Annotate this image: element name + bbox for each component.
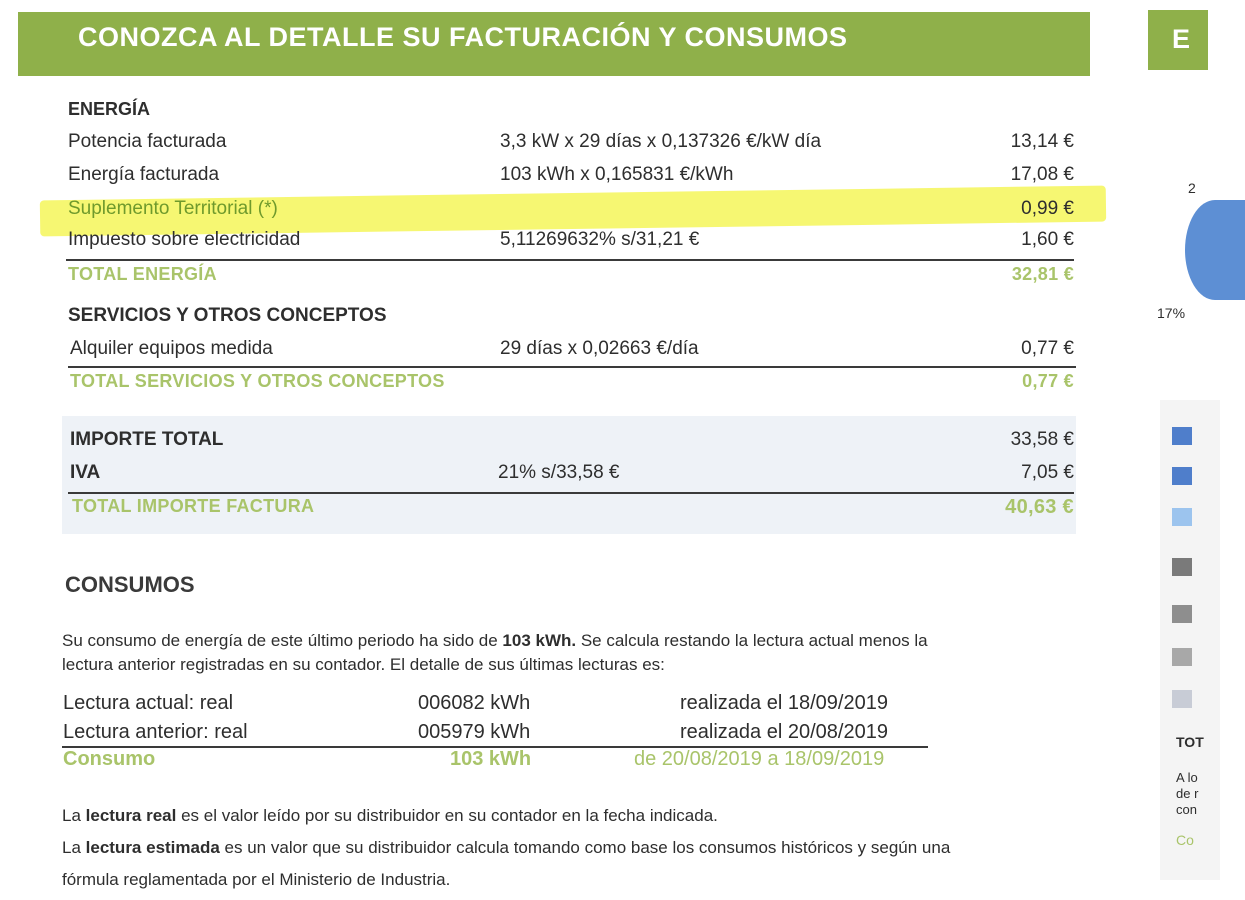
right-panel-title: E [1172, 24, 1191, 54]
lectura-row [0, 721, 1200, 749]
lectura-row [0, 692, 1200, 720]
invoice-row [0, 164, 1200, 194]
right-panel-total: TOT [1176, 734, 1204, 750]
legend-swatch [1172, 467, 1192, 485]
row-concept: Potencia facturada [68, 131, 227, 152]
row-detail: 3,3 kW x 29 días x 0,137326 €/kW día [500, 131, 822, 152]
right-panel-text: con [1176, 802, 1197, 817]
right-panel-pct: 2 [1188, 180, 1196, 196]
total-factura-row [0, 496, 1200, 526]
consumo-label: Consumo [63, 748, 156, 770]
total-energia-amount: 32,81 € [1011, 264, 1074, 284]
importe-total-amount: 33,58 € [1010, 429, 1074, 450]
note-lectura-estimada-line-2: fórmula reglamentada por el Ministerio de Industria. [62, 870, 451, 889]
note-text: La [62, 806, 86, 825]
legend-swatch [1172, 427, 1192, 445]
total-servicios-amount: 0,77 € [1022, 371, 1074, 391]
legend-swatch [1172, 690, 1192, 708]
lectura-value: 005979 kWh [418, 721, 531, 743]
invoice-row [0, 131, 1200, 161]
total-servicios-label: TOTAL SERVICIOS Y OTROS CONCEPTOS [70, 371, 445, 391]
consumo-value: 103 kWh [450, 748, 532, 770]
total-factura-label: TOTAL IMPORTE FACTURA [72, 496, 315, 516]
row-amount: 0,99 € [1021, 198, 1074, 219]
legend-swatch [1172, 648, 1192, 666]
intro-text: Se calcula restando la lectura actual menos la [576, 631, 928, 650]
note-term: lectura real [85, 806, 177, 825]
lectura-date: realizada el 18/09/2019 [680, 692, 888, 714]
lectura-label: Lectura anterior: real [63, 721, 248, 743]
right-panel-pct: 17% [1157, 305, 1186, 321]
iva-amount: 7,05 € [1021, 462, 1074, 483]
row-concept: Suplemento Territorial (*) [68, 198, 278, 219]
total-servicios-row [0, 371, 1200, 401]
right-panel-link[interactable]: Co [1176, 832, 1194, 848]
row-concept: Impuesto sobre electricidad [68, 229, 301, 250]
row-detail: 103 kWh x 0,165831 €/kWh [500, 164, 734, 185]
importe-total-row [0, 429, 1200, 459]
iva-label: IVA [70, 462, 101, 483]
energia-heading-row [0, 99, 1200, 129]
divider [68, 492, 1074, 494]
note-text: es un valor que su distribuidor calcula tomando como base los consumos históricos y según una [219, 838, 951, 857]
servicios-heading: SERVICIOS Y OTROS CONCEPTOS [68, 305, 387, 326]
total-energia-row [0, 264, 1200, 294]
right-panel-text: de r [1176, 786, 1199, 801]
row-detail: 5,11269632% s/31,21 € [500, 229, 700, 250]
page-title: CONOZCA AL DETALLE SU FACTURACIÓN Y CONSUMOS [78, 22, 848, 52]
invoice-row [0, 229, 1200, 259]
consumo-period: de 20/08/2019 a 18/09/2019 [634, 748, 885, 770]
servicios-heading-row [0, 305, 1200, 335]
legend-swatch [1172, 605, 1192, 623]
row-amount: 0,77 € [1021, 338, 1074, 359]
row-concept: Energía facturada [68, 164, 220, 185]
lectura-label: Lectura actual: real [63, 692, 234, 714]
energia-heading: ENERGÍA [68, 99, 151, 119]
right-panel-text: A lo [1176, 770, 1198, 785]
row-amount: 13,14 € [1010, 131, 1074, 152]
iva-detail: 21% s/33,58 € [498, 462, 620, 483]
legend-swatch [1172, 508, 1192, 526]
consumos-title: CONSUMOS [65, 572, 195, 597]
consumos-intro-line-2: lectura anterior registradas en su contador. El detalle de sus últimas lecturas es: [62, 655, 665, 674]
row-amount: 17,08 € [1010, 164, 1074, 185]
total-factura-amount: 40,63 € [1005, 496, 1074, 518]
pie-chart-fragment [1185, 200, 1245, 300]
note-term: lectura estimada [85, 838, 220, 857]
total-energia-label: TOTAL ENERGÍA [68, 264, 217, 284]
divider [68, 366, 1076, 368]
row-detail: 29 días x 0,02663 €/día [500, 338, 699, 359]
invoice-row [0, 338, 1200, 368]
iva-row [0, 462, 1200, 492]
section-banner [18, 12, 1090, 76]
consumo-row [0, 748, 1200, 776]
lectura-date: realizada el 20/08/2019 [680, 721, 888, 743]
note-lectura-real [62, 806, 718, 826]
note-text: La [62, 838, 86, 857]
invoice-row [0, 198, 1200, 228]
intro-kwh: 103 kWh. [502, 631, 577, 650]
lectura-value: 006082 kWh [418, 692, 531, 714]
note-text: es el valor leído por su distribuidor en su contador en la fecha indicada. [176, 806, 718, 825]
importe-total-label: IMPORTE TOTAL [70, 429, 224, 450]
consumos-intro-line-1 [62, 631, 928, 651]
row-amount: 1,60 € [1021, 229, 1074, 250]
intro-text: Su consumo de energía de este último periodo ha sido de [62, 631, 503, 650]
legend-swatch [1172, 558, 1192, 576]
row-concept: Alquiler equipos medida [70, 338, 273, 359]
note-lectura-estimada [62, 838, 950, 858]
divider [66, 259, 1074, 261]
